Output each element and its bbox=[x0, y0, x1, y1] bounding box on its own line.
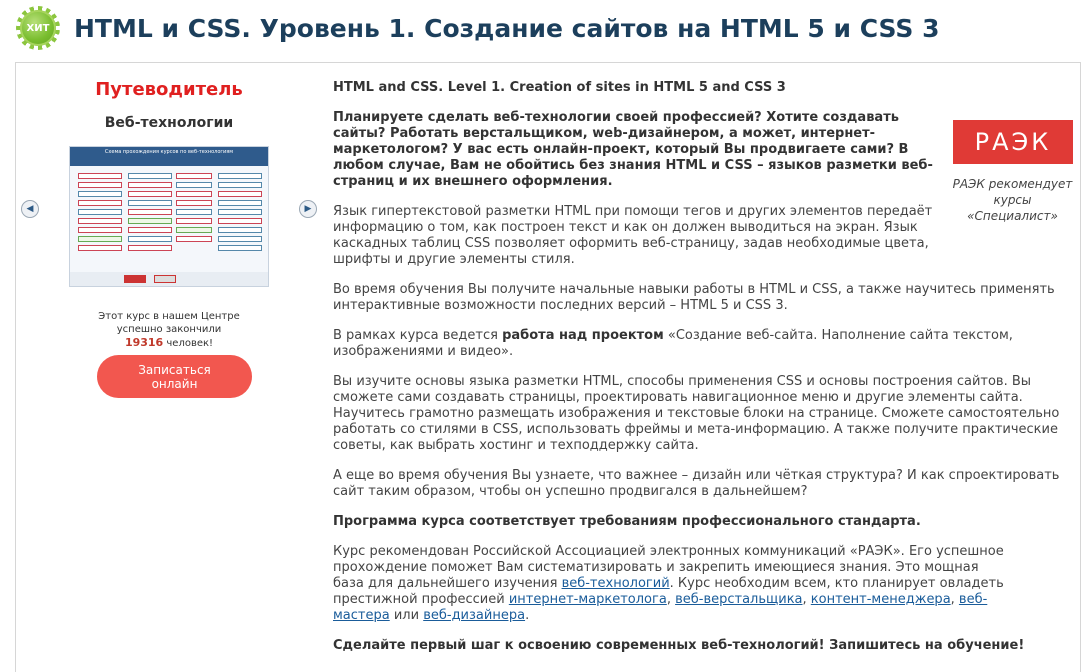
paragraph: Курс рекомендован Российской Ассоциацией электронных коммуникаций «РАЭК». Его успешное прохождение поможет Вам систематизировать и закрепить имеющиеся знания. Это мощная база для дальнейшего изучения веб-технологий. Курс необходим всем, кто планирует овладеть престижной профессией интернет-маркетолога, веб-верстальщика, контент-менеджера, веб-мастера или веб-дизайнера. bbox=[333, 544, 1004, 623]
lead-paragraph: Планируете сделать веб-технологии своей профессией? Хотите создавать сайты? Работать верстальщиком, web-дизайнером, а может, интернет-маркетологом? У вас есть онлайн-проект, который Вы продвигаете сами? В любом случае, Вам не обойтись без знания HTML и CSS – языков разметки веб-страниц и их внешнего оформления. bbox=[333, 110, 933, 189]
link-content-manager[interactable]: контент-менеджера bbox=[810, 592, 951, 607]
enroll-label: Записаться онлайн bbox=[138, 362, 211, 391]
english-title: HTML and CSS. Level 1. Creation of sites in HTML 5 and CSS 3 bbox=[333, 80, 786, 95]
raek-small-logo-icon bbox=[154, 275, 176, 283]
paragraph: Во время обучения Вы получите начальные навыки работы в HTML и CSS, а также научитесь применять интерактивные возможности последних версий – HTML 5 и CSS 3. bbox=[333, 282, 1055, 313]
course-description bbox=[333, 80, 1078, 668]
carousel-next-button[interactable] bbox=[299, 200, 317, 218]
link-web-technologies[interactable]: веб-технологий bbox=[561, 576, 670, 591]
chevron-left-icon: ◀ bbox=[26, 204, 34, 214]
carousel-prev-button[interactable] bbox=[21, 200, 39, 218]
scheme-column bbox=[78, 173, 122, 254]
link-web-coder[interactable]: веб-верстальщика bbox=[675, 592, 803, 607]
graduates-line3 bbox=[16, 336, 322, 350]
course-scheme-image[interactable] bbox=[69, 146, 269, 287]
graduates-suffix: человек! bbox=[163, 338, 214, 349]
project-highlight: работа над проектом bbox=[502, 328, 664, 343]
scheme-heading: Схема прохождения курсов по веб-технологиям bbox=[70, 147, 268, 166]
hit-badge-icon bbox=[20, 10, 56, 46]
scheme-column bbox=[218, 173, 262, 254]
scheme-column bbox=[176, 173, 212, 245]
chevron-right-icon: ▶ bbox=[304, 204, 312, 214]
paragraph: Язык гипертекстовой разметки HTML при помощи тегов и других элементов передаёт информацию о том, как построен текст и как он должен выводиться на экран. Язык каскадных таблиц CSS позволяет оформить веб-страницу, задав необходимые цвета, шрифты и другие элементы стиля. bbox=[333, 204, 933, 267]
graduates-line2: успешно закончили bbox=[116, 324, 222, 335]
link-internet-marketer[interactable]: интернет-маркетолога bbox=[508, 592, 667, 607]
guide-title[interactable]: Путеводитель bbox=[95, 79, 243, 100]
link-web-designer[interactable]: веб-дизайнера bbox=[423, 608, 526, 623]
standard-note: Программа курса соответствует требованиям профессионального стандарта. bbox=[333, 514, 921, 529]
graduates-count: 19316 bbox=[124, 336, 164, 349]
raek-logo[interactable]: РАЭК bbox=[953, 120, 1073, 164]
link-webmaster[interactable]: веб-мастера bbox=[333, 592, 988, 623]
sidebar bbox=[16, 63, 322, 663]
raek-caption: РАЭК рекомендует курсы «Специалист» bbox=[952, 177, 1073, 223]
paragraph: А еще во время обучения Вы узнаете, что важнее – дизайн или чёткая структура? И как спроектировать сайт таким образом, чтобы он успешно продвигался в дальнейшем? bbox=[333, 468, 1060, 499]
specialist-logo-icon bbox=[124, 275, 146, 283]
enroll-online-button[interactable] bbox=[97, 355, 252, 398]
paragraph: Вы изучите основы языка разметки HTML, способы применения CSS и основы построения сайтов. Вы сможете сами создавать страницы, проектировать навигационное меню и другие элементы сайта. Научитесь грамотно размещать изображения и текстовые блоки на странице. Сможете самостоятельно работать со стилями в CSS, использовать фреймы и мета-информацию. А также получите практические советы, как выбрать хостинг и техподдержку сайта. bbox=[333, 374, 1060, 453]
graduates-line1: Этот курс в нашем Центре bbox=[98, 311, 240, 322]
graduates-counter bbox=[16, 310, 322, 350]
call-to-action: Сделайте первый шаг к освоению современных веб-технологий! Запишитесь на обучение! bbox=[333, 638, 1025, 653]
page-title: HTML и CSS. Уровень 1. Создание сайтов на HTML 5 и CSS 3 bbox=[74, 14, 940, 43]
hit-badge-label: ХИТ bbox=[26, 22, 50, 34]
page-header bbox=[20, 6, 1080, 52]
scheme-column bbox=[128, 173, 172, 254]
guide-subtitle[interactable]: Веб-технологии bbox=[104, 115, 234, 131]
paragraph: В рамках курса ведется работа над проектом «Создание веб-сайта. Наполнение сайта текстом, изображениями и видео». bbox=[333, 328, 1013, 359]
